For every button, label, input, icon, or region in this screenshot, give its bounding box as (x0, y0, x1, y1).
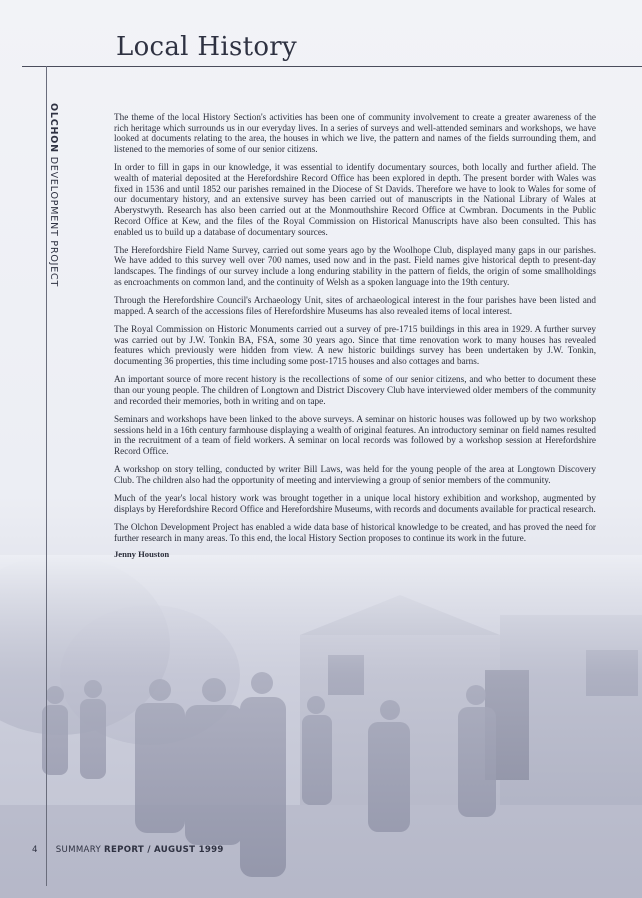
paragraph: Much of the year's local history work was brought together in a unique local history exhibition and workshop, augmented by displays by Herefordshire Record Office and Herefordshire Museums, with records and documents available for practical research. (114, 493, 596, 514)
page-footer (32, 845, 224, 855)
footer-summary: SUMMARY (55, 845, 105, 855)
margin-rule (46, 66, 47, 886)
paragraph: In order to fill in gaps in our knowledge, it was essential to identify documentary sources, both locally and further afield. The wealth of material deposited at the Herefordshire Record Office has been explored in depth. The present border with Wales was fixed in 1536 and until 1852 our parishes remained in the Diocese of St Davids. Therefore we have to look to Wales for some of our documentary history, and an extensive survey has been carried out of manuscripts in the National Library of Wales at Aberystwyth. Research has also been carried out at the Monmouthshire Record Office at Cwmbran. Documents in the Public Record Office at Kew, and the files of the Royal Commission on Historical Manuscripts have also been consulted. This has enabled us to build up a database of documentary sources. (114, 162, 596, 237)
paragraph: A workshop on story telling, conducted by writer Bill Laws, was held for the young people of the area at Longtown Discovery Club. The children also had the opportunity of meeting and interviewing a group of senior members of the community. (114, 464, 596, 485)
paragraph: The theme of the local History Section's activities has been one of community involvement to create a greater awareness of the rich heritage which surrounds us in our everyday lives. In a series of surveys and well-attended seminars and workshops, we have looked at documents relating to the area, the houses in which we live, the pattern and names of the fields surrounding them, and listened to the memories of some of our senior citizens. (114, 112, 596, 155)
page-title: Local History (116, 32, 298, 62)
footer-report: REPORT / AUGUST 1999 (104, 845, 224, 855)
paragraph: An important source of more recent history is the recollections of some of our senior citizens, and who better to document these than our young people. The children of Longtown and District Discovery Club have interviewed older members of the community and recorded their memories, both in writing and on tape. (114, 374, 596, 406)
paragraph: Through the Herefordshire Council's Archaeology Unit, sites of archaeological interest in the four parishes have been listed and mapped. A search of the accessions files of Herefordshire Museums has also revealed items of local interest. (114, 295, 596, 316)
side-project-label (48, 103, 59, 287)
paragraph: The Royal Commission on Historic Monuments carried out a survey of pre-1715 buildings in this area in 1929. A further survey was carried out by J.W. Tonkin BA, FSA, some 30 years ago. Since that time renovation work to many houses has revealed features which previously were hidden from view. A new historic buildings survey has been undertaken by J.W. Tonkin, documenting 36 properties, this time including some post-1715 houses and also cottages and barns. (114, 323, 596, 367)
paragraph: Seminars and workshops have been linked to the above surveys. A seminar on historic houses was followed up by two workshop sessions held in a 16th century farmhouse displaying a wealth of original features. An introductory seminar on field names resulted in the recruitment of a team of field workers. A seminar on local records was followed by a workshop session at Herefordshire Record Office. (114, 413, 596, 456)
page-number: 4 (32, 845, 38, 855)
author-signature: Jenny Houston (114, 548, 170, 559)
article-body (114, 112, 596, 560)
title-rule (22, 66, 642, 67)
paragraph: The Olchon Development Project has enabled a wide data base of historical knowledge to be created, and has proved the need for further research in many areas. To this end, the local History Section proposes to continue its work in the future. (114, 522, 596, 543)
side-label-bold: OLCHON (48, 103, 59, 153)
side-label-rest: DEVELOPMENT PROJECT (48, 152, 59, 288)
paragraph: The Herefordshire Field Name Survey, carried out some years ago by the Woolhope Club, displayed many gaps in our parishes. We have added to this survey well over 700 names, used now and in the past. Field names give historical depth to present-day landscapes. The findings of our survey include a long enduring stability in the pattern of fields, the origin of some smallholdings as encroachments on common land, and the continuity of Welsh as a spoken language into the 19th century. (114, 244, 596, 287)
